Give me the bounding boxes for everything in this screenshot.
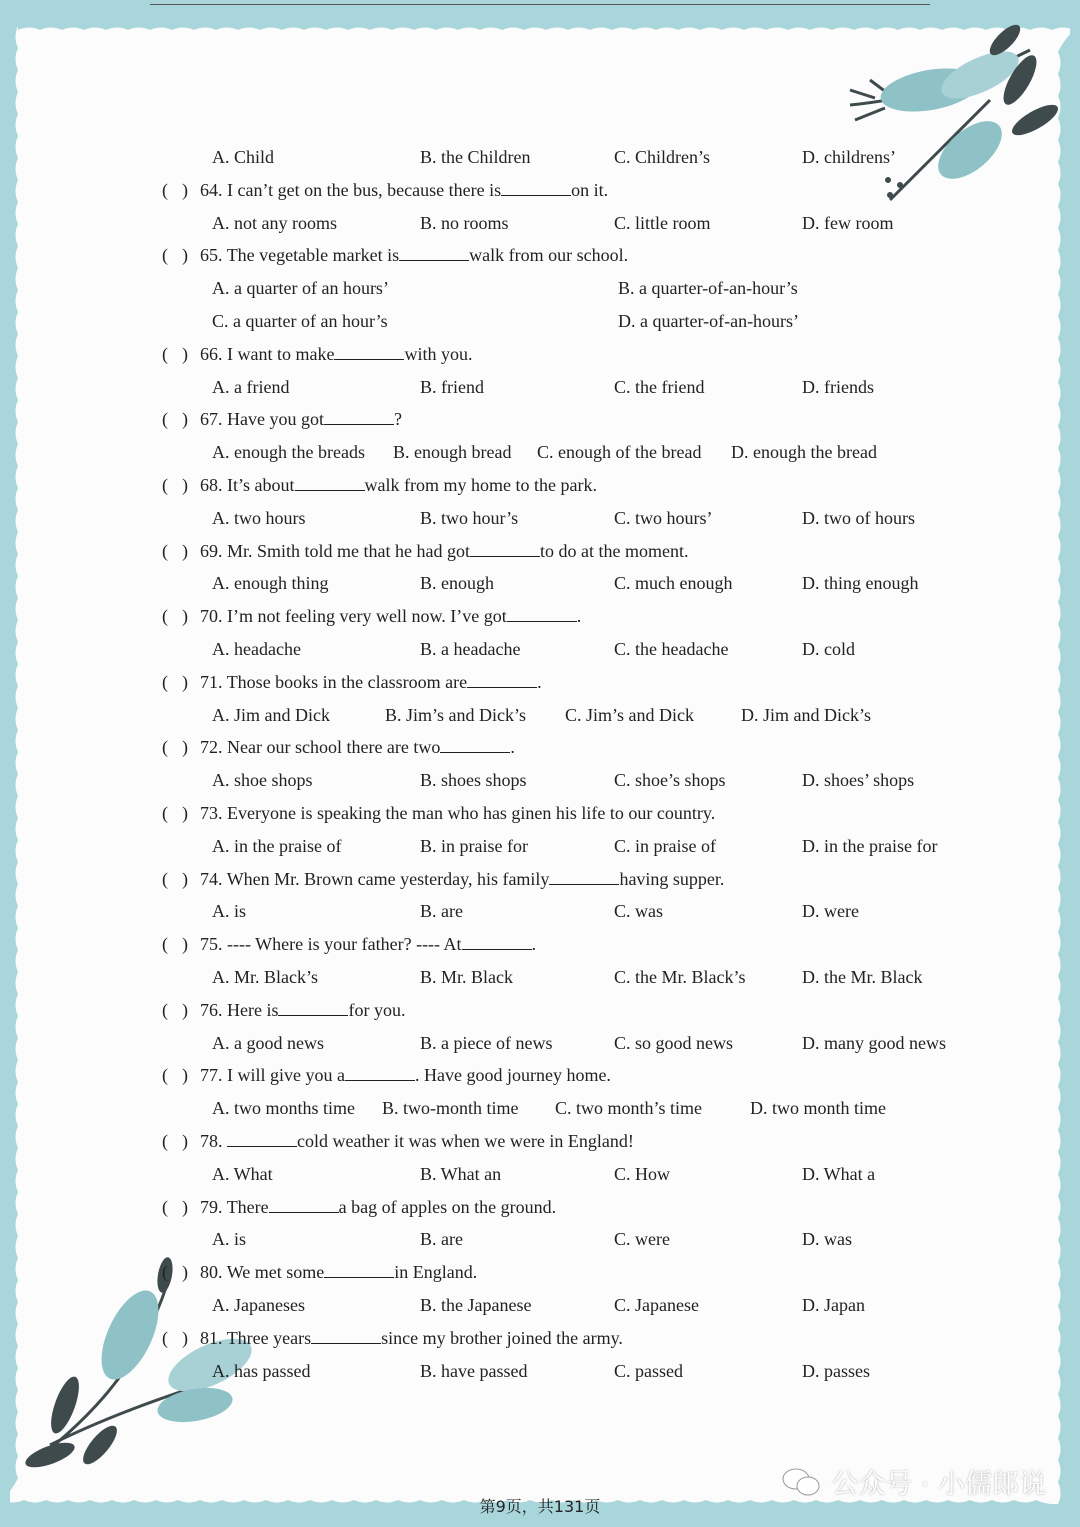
question-number: 70. [200,606,227,627]
answer-option: B. are [420,901,463,922]
answer-option: C. little room [614,212,711,233]
answer-blank[interactable] [507,603,577,622]
answer-option: D. two of hours [802,507,915,528]
question-text [200,995,405,1025]
answer-option: C. the friend [614,376,705,397]
question-stem-end: . [537,671,542,692]
answer-option: C. was [614,901,663,922]
answer-option: D. Jim and Dick’s [741,704,871,725]
question-number: 81. [200,1327,227,1348]
answer-paren[interactable]: ( ) [162,1065,188,1086]
answer-option: D. two month time [750,1098,886,1119]
answer-blank[interactable] [334,341,404,360]
question-stem: I can’t get on the bus, because there is [227,179,502,200]
answer-blank[interactable] [345,1062,415,1081]
answer-paren[interactable]: ( ) [162,540,188,561]
answer-option: D. many good news [802,1032,946,1053]
answer-blank[interactable] [399,242,469,261]
question-text [200,601,581,631]
answer-option: A. enough thing [212,573,329,594]
question-text [200,732,515,762]
question-text [200,404,402,434]
question-stem-end: to do at the moment. [539,540,689,561]
answer-option: A. not any rooms [212,212,337,233]
answer-blank[interactable] [311,1325,381,1344]
question-stem: I will give you a [227,1065,345,1086]
answer-option: D. was [802,1229,852,1250]
question-number: 69. [200,540,227,561]
question-text [200,1323,623,1353]
answer-option: D. were [802,901,859,922]
question-stem: There [226,1196,269,1217]
answer-option: A. a friend [212,376,290,397]
question-text [200,536,688,566]
question-stem-end: with you. [404,343,473,364]
answer-option: B. What an [420,1163,502,1184]
answer-option: C. enough of the bread [537,442,702,463]
answer-option: A. has passed [212,1360,311,1381]
answer-option: D. a quarter-of-an-hours’ [618,311,800,331]
question-text [200,864,724,894]
answer-blank[interactable] [470,538,540,557]
question-stem: I want to make [227,343,335,364]
question-stem: Have you got [227,409,324,430]
question-number: 72. [200,737,227,758]
question-text [200,798,715,828]
question-text [200,1126,634,1156]
answer-paren[interactable]: ( ) [162,179,188,200]
answer-option: C. a quarter of an hour’s [212,311,388,331]
answer-option: B. no rooms [420,212,509,233]
question-stem: ---- Where is your father? ---- At [227,934,462,955]
question-stem-end: having supper. [619,868,725,889]
answer-paren[interactable]: ( ) [162,1327,188,1348]
answer-option: D. the Mr. Black [802,967,923,987]
answer-option: A. Mr. Black’s [212,967,318,987]
question-stem-end: . Have good journey home. [414,1065,611,1086]
answer-option: B. have passed [420,1360,528,1381]
answer-option: B. enough [420,573,494,594]
answer-paren[interactable]: ( ) [162,343,188,364]
answer-paren[interactable]: ( ) [162,1262,188,1283]
answer-paren[interactable]: ( ) [162,999,188,1020]
answer-paren[interactable]: ( ) [162,934,188,955]
answer-option: C. shoe’s shops [614,770,726,791]
answer-paren[interactable]: ( ) [162,606,188,627]
answer-option: A. enough the breads [212,442,365,463]
question-stem: When Mr. Brown came yesterday, his family [226,868,550,889]
answer-option: D. shoes’ shops [802,770,915,791]
answer-option: D. friends [802,376,874,397]
answer-option: D. childrens’ [802,147,896,167]
answer-option: B. two hour’s [420,507,519,528]
watermark [781,1462,1046,1501]
answer-option: A. Japaneses [212,1295,305,1315]
answer-option: B. are [420,1229,463,1250]
answer-blank[interactable] [295,472,365,491]
answer-option: C. Children’s [614,147,711,167]
question-stem-end: walk from our school. [469,245,629,266]
question-stem-end: ? [393,409,402,430]
question-text [200,339,472,369]
answer-option: B. two-month time [382,1098,519,1119]
question-stem-end: . [576,606,582,627]
question-number: 76. [200,999,227,1020]
question-stem: Mr. Smith told me that he had got [227,540,470,561]
question-text [200,175,608,205]
answer-option: B. in praise for [420,835,528,856]
answer-option: B. the Japanese [420,1295,532,1315]
answer-paren[interactable]: ( ) [162,475,188,495]
answer-blank[interactable] [462,931,532,950]
answer-option: A. shoe shops [212,770,313,791]
answer-option: B. the Children [420,147,531,167]
answer-option: A. two hours [212,507,306,528]
question-stem-end: a bag of apples on the ground. [338,1196,557,1217]
question-text [200,1192,556,1222]
answer-option: C. so good news [614,1032,734,1053]
answer-option: D. cold [802,639,855,659]
question-number: 66. [200,343,227,364]
answer-option: A. Jim and Dick [212,704,330,725]
answer-option: C. How [614,1163,671,1184]
answer-option: C. the headache [614,639,729,659]
answer-option: B. shoes shops [420,770,527,791]
answer-option: A. headache [212,639,301,659]
answer-option: A. a quarter of an hours’ [212,278,389,299]
question-number: 80. [200,1262,227,1283]
answer-option: B. friend [420,376,484,397]
answer-option: D. Japan [802,1295,865,1315]
question-stem-end: since my brother joined the army. [381,1327,623,1348]
answer-option: A. two months time [212,1098,355,1119]
question-text [200,1060,611,1090]
answer-paren[interactable]: ( ) [162,868,188,889]
answer-option: D. few room [802,212,894,233]
answer-blank[interactable] [501,177,571,196]
answer-option: C. the Mr. Black’s [614,967,746,987]
question-number: 77. [200,1065,227,1086]
answer-option: C. were [614,1229,670,1250]
answer-paren[interactable]: ( ) [162,409,188,430]
question-number: 71. [200,671,227,692]
question-stem: Everyone is speaking the man who has ginen his life to our country. [227,803,716,823]
answer-option: C. two hours’ [614,507,713,528]
answer-option: C. two month’s time [555,1098,703,1119]
question-stem: Near our school there are two [227,737,441,758]
answer-option: A. is [212,1229,247,1250]
answer-blank[interactable] [549,866,619,885]
answer-option: C. much enough [614,573,733,594]
question-number: 65. [200,245,227,266]
answer-option: B. a quarter-of-an-hour’s [618,278,798,299]
answer-option: C. passed [614,1360,683,1381]
answer-paren[interactable]: ( ) [162,1131,188,1151]
question-text [200,1257,477,1287]
watermark-text: 公众号 · 小儒郎说 [831,1469,1046,1500]
question-stem: We met some [226,1262,325,1283]
wechat-icon [781,1467,821,1497]
question-stem: It’s about [227,475,295,495]
question-number: 68. [200,475,227,495]
answer-paren[interactable]: ( ) [162,1196,188,1217]
answer-option: A. Child [212,147,275,167]
answer-option: A. What [212,1163,273,1184]
answer-blank[interactable] [324,406,394,425]
question-text [200,929,536,959]
question-stem-end: cold weather it was when we were in England! [297,1131,634,1151]
page-footer: 第9页，共131页 [479,1497,601,1516]
answer-blank[interactable] [278,997,348,1016]
answer-option: A. is [212,901,247,922]
question-number: 67. [200,409,227,430]
question-stem: Here is [227,999,279,1020]
answer-option: D. passes [802,1360,870,1381]
answer-option: B. Mr. Black [420,967,513,987]
answer-option: B. Jim’s and Dick’s [385,704,527,725]
answer-option: A. in the praise of [212,835,342,856]
question-stem-end: for you. [348,999,406,1020]
question-number: 74. [200,868,227,889]
answer-option: D. in the praise for [802,835,938,856]
answer-blank[interactable] [227,1128,297,1147]
answer-paren[interactable]: ( ) [162,737,188,758]
question-stem: I’m not feeling very well now. I’ve got [227,606,507,627]
answer-blank[interactable] [324,1259,394,1278]
answer-option: A. a good news [212,1032,324,1053]
question-stem: Those books in the classroom are [226,671,468,692]
answer-option: C. Jim’s and Dick [565,704,694,725]
question-text [200,240,628,270]
question-stem-end: in England. [394,1262,478,1283]
answer-option: C. in praise of [614,835,716,856]
question-stem: The vegetable market is [226,245,400,266]
question-text [200,470,597,500]
answer-paren[interactable]: ( ) [162,245,188,266]
answer-option: D. What a [802,1163,876,1184]
question-stem-end: walk from my home to the park. [364,475,597,495]
answer-paren[interactable]: ( ) [162,803,188,823]
question-stem-end: . [510,737,515,758]
answer-blank[interactable] [269,1194,339,1213]
question-number: 64. [200,179,227,200]
answer-blank[interactable] [440,734,510,753]
answer-option: B. a piece of news [420,1032,553,1053]
answer-option: C. Japanese [614,1295,699,1315]
question-stem-end: . [531,934,537,955]
answer-blank[interactable] [467,669,537,688]
answer-option: B. a headache [420,639,521,659]
answer-option: D. enough the bread [731,442,877,463]
question-number: 78. [200,1131,227,1151]
question-number: 75. [200,934,227,955]
question-text [200,667,542,697]
answer-paren[interactable]: ( ) [162,671,188,692]
answer-option: D. thing enough [802,573,919,594]
question-stem-end: on it. [571,179,609,200]
question-stem: Three years [226,1327,312,1348]
answer-option: B. enough bread [393,442,512,463]
question-number: 79. [200,1196,227,1217]
question-number: 73. [200,803,227,823]
